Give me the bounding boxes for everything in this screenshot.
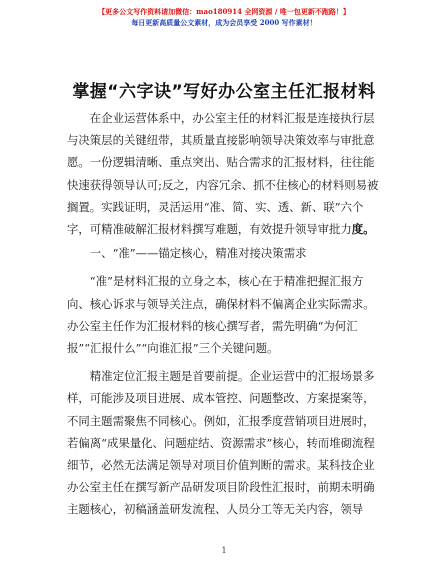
document-title: 掌握“六字诀”写好办公室主任汇报材料 bbox=[72, 82, 376, 102]
intro-tail: 度。 bbox=[351, 222, 375, 237]
banner-promo-line: 每日更新高质量公文素材，成为会员享受 2000 写作素材！ bbox=[131, 18, 317, 27]
header-banner bbox=[0, 6, 448, 28]
intro-paragraph bbox=[67, 107, 385, 240]
section-heading-1: 一、“准”——锚定核心，精准对接决策需求 bbox=[89, 246, 307, 261]
page-number: 1 bbox=[221, 546, 227, 555]
banner-contact-line: 【更多公文写作资料请加微信：mao180914 全网资源 / 唯一包更新不跑路！】 bbox=[98, 7, 350, 16]
intro-text: 在企业运营体系中，办公室主任的材料汇报是连接执行层与决策层的关键纽带，其质量直接影响领导决策效率与审批意愿。一份逻辑清晰、重点突出、贴合需求的汇报材料，往往能快速获得领导认可;反之，内容冗余、抓不住核心的材料则易被搁置。实践证明，灵活运用“准、简、实、透、新、联”六个字，可精准破解汇报材料撰写难题，有效提升领导审批力 bbox=[67, 111, 379, 237]
section1-paragraph-2: 精准定位汇报主题是首要前提。企业运营中的汇报场景多样，可能涉及项目进展、成本管控、问题整改、方案提案等，不同主题需聚焦不同核心。例如，汇报季度营销项目进展时，若偏离“成果量化、问题症结、资源需求”核心，转而堆砌流程细节，必然无法满足领导对项目价值判断的需求。某科技企业办公室主任在撰写新产品研发项目阶段性汇报时，前期未明确主题核心，初稿涵盖研发流程、人员分工等无关内容，领导 bbox=[67, 369, 375, 517]
section1-paragraph-1: “准”是材料汇报的立身之本，核心在于精准把握汇报方向、核心诉求与领导关注点，确保材料不偏离企业实际需求。办公室主任作为汇报材料的核心撰写者，需先明确“为何汇报”“汇报什么”“向谁汇报”三个关键问题。 bbox=[67, 274, 375, 356]
document-body bbox=[67, 107, 385, 521]
